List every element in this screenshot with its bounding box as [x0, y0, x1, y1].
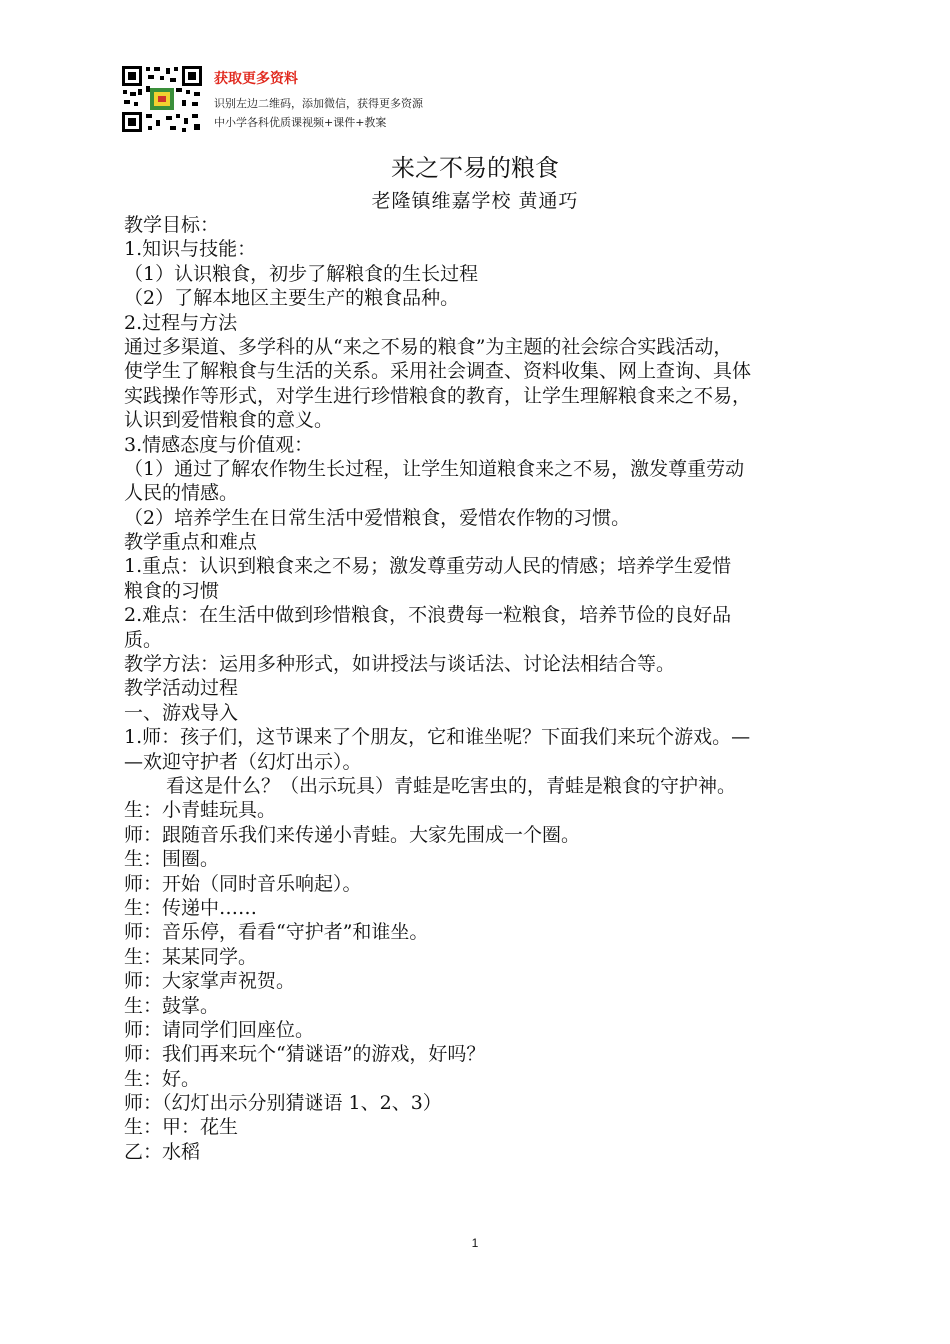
text-line: 2.难点：在生活中做到珍惜粮食，不浪费每一粒粮食，培养节俭的良好品	[124, 604, 732, 627]
text-line: —欢迎守护者（幻灯出示）。	[124, 750, 362, 773]
text-line: 师：大家掌声祝贺。	[124, 970, 296, 993]
text-line: 乙：水稻	[124, 1140, 201, 1163]
text-line: 生：鼓掌。	[124, 994, 220, 1017]
text-line: 生：甲：花生	[124, 1116, 239, 1139]
text-line: 生：围圈。	[124, 848, 220, 871]
text-line: 人民的情感。	[124, 482, 239, 505]
text-line: 实践操作等形式，对学生进行珍惜粮食的教育，让学生理解粮食来之不易，	[124, 384, 752, 407]
text-line: 教学活动过程	[124, 677, 239, 700]
text-line: 师：我们再来玩个“猜谜语”的游戏，好吗？	[124, 1043, 486, 1066]
text-line: 师：（幻灯出示分别猜谜语 1、2、3）	[124, 1092, 442, 1115]
text-line: 生：好。	[124, 1067, 201, 1090]
text-line: （1）通过了解农作物生长过程，让学生知道粮食来之不易，激发尊重劳动	[124, 457, 745, 480]
text-line: 生：某某同学。	[124, 945, 258, 968]
text-line: 1.重点：认识到粮食来之不易；激发尊重劳动人民的情感；培养学生爱惜	[124, 555, 732, 578]
promo-header	[120, 64, 480, 136]
text-line: 质。	[124, 628, 163, 651]
document-body	[124, 213, 840, 1164]
text-line: 1.知识与技能：	[124, 238, 257, 261]
text-line: 2.过程与方法	[124, 311, 238, 334]
text-line: （2）了解本地区主要生产的粮食品种。	[124, 287, 460, 310]
promo-line-1: 识别左边二维码，添加微信，获得更多资源	[214, 97, 423, 110]
text-line: 生：小青蛙玩具。	[124, 799, 277, 822]
text-line: 师：请同学们回座位。	[124, 1018, 315, 1041]
text-line: 教学目标：	[124, 214, 220, 236]
text-line: （2）培养学生在日常生活中爱惜粮食，爱惜农作物的习惯。	[124, 506, 631, 529]
text-line: 教学重点和难点	[124, 531, 258, 554]
text-line: 师：跟随音乐我们来传递小青蛙。大家先围成一个圈。	[124, 823, 581, 846]
text-line: 粮食的习惯	[124, 579, 220, 602]
text-line: 师：音乐停，看看“守护者”和谁坐。	[124, 921, 429, 944]
document-subtitle: 老隆镇维嘉学校 黄通巧	[371, 190, 579, 212]
qr-code-icon	[120, 64, 204, 134]
text-line: 一、游戏导入	[124, 701, 239, 724]
text-line: 师：开始（同时音乐响起）。	[124, 872, 362, 895]
text-line: （1）认识粮食，初步了解粮食的生长过程	[124, 262, 479, 285]
text-line: 通过多渠道、多学科的从“来之不易的粮食”为主题的社会综合实践活动，	[124, 335, 733, 358]
text-line: 看这是什么？（出示玩具）青蛙是吃害虫的，青蛙是粮食的守护神。	[166, 774, 737, 797]
promo-line-2: 中小学各科优质课视频+课件+教案	[214, 116, 387, 129]
text-line: 使学生了解粮食与生活的关系。采用社会调查、资料收集、网上查询、具体	[124, 360, 752, 383]
text-line: 1.师：孩子们，这节课来了个朋友，它和谁坐呢？下面我们来玩个游戏。—	[124, 726, 751, 749]
page-number: 1	[471, 1236, 479, 1250]
text-line: 教学方法：运用多种形式，如讲授法与谈话法、讨论法相结合等。	[124, 653, 676, 676]
text-line: 3.情感态度与价值观：	[124, 433, 314, 456]
promo-title: 获取更多资料	[214, 71, 298, 87]
text-line: 生：传递中……	[124, 896, 258, 919]
document-title: 来之不易的粮食	[391, 154, 559, 182]
text-line: 认识到爱惜粮食的意义。	[124, 409, 334, 432]
